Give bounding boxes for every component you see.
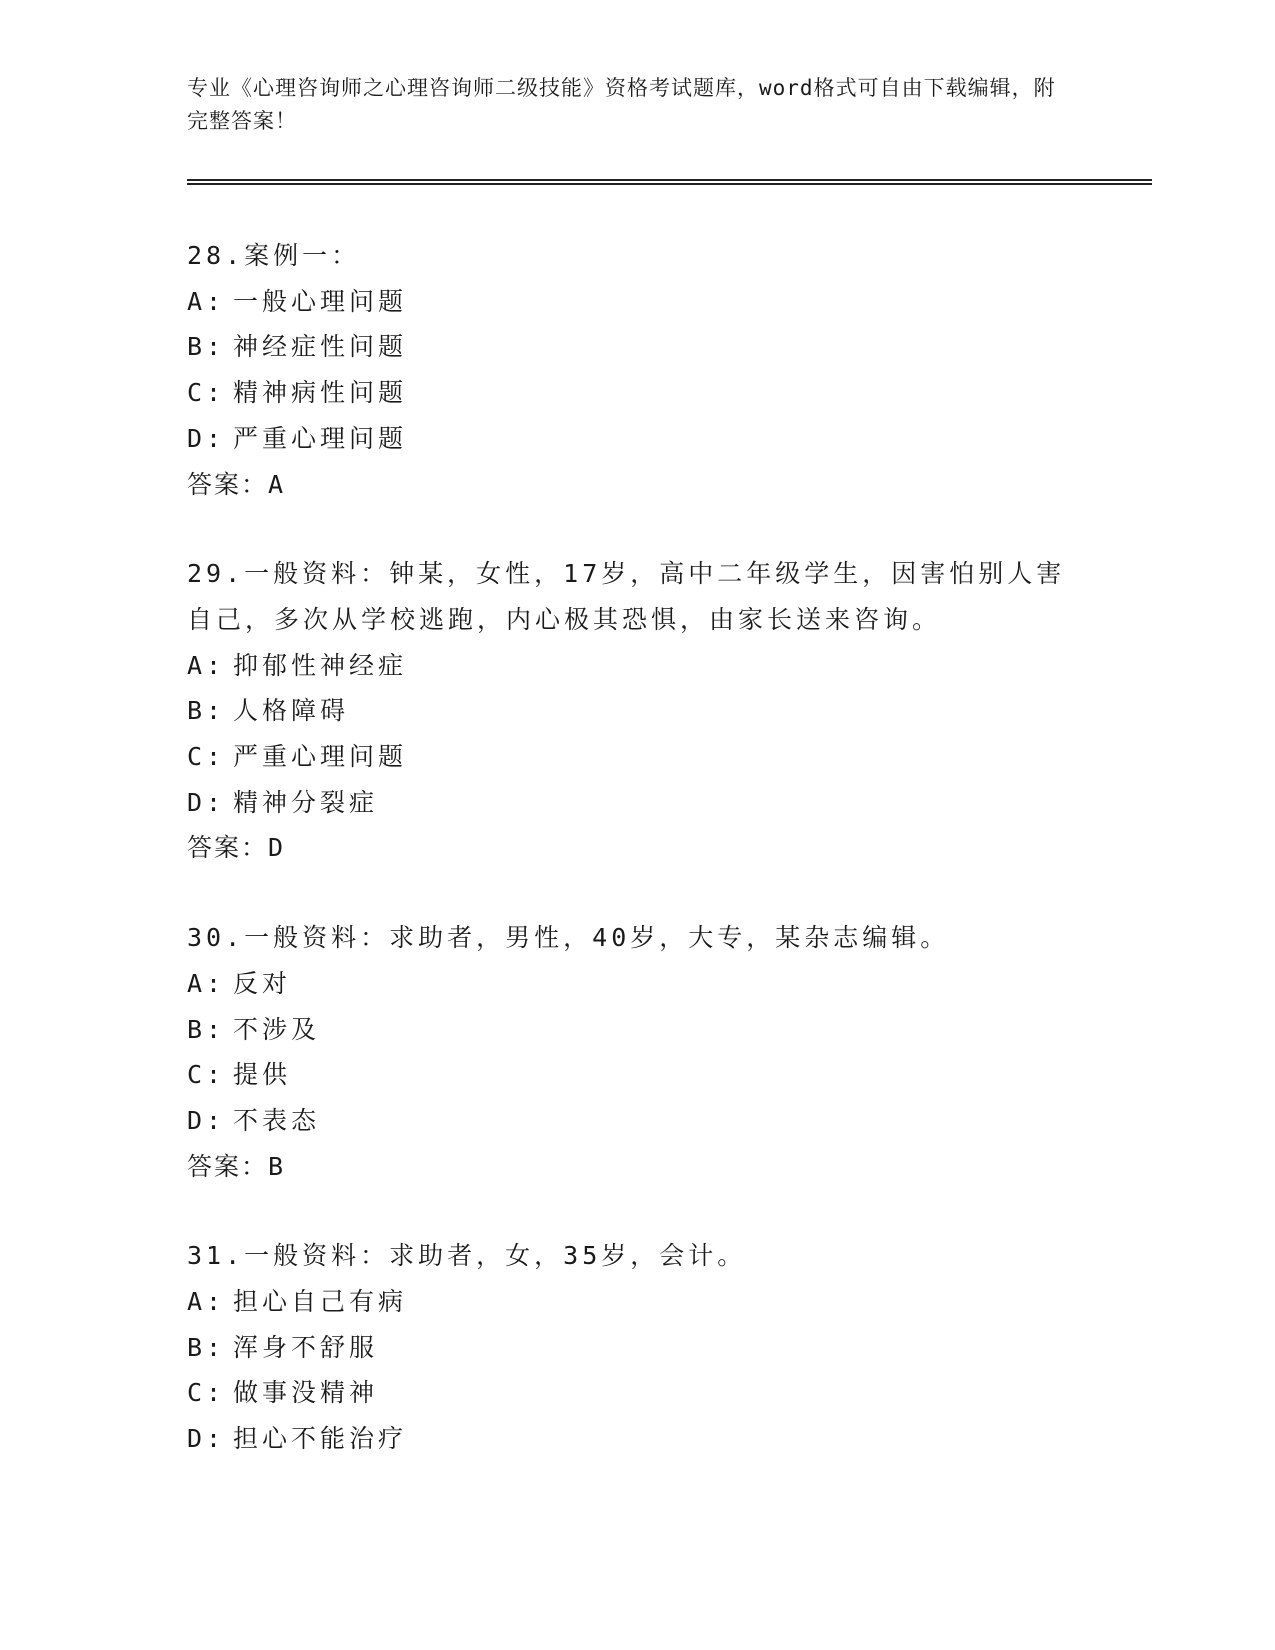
- option-text: 严重心理问题: [233, 742, 408, 772]
- option-key: A:: [187, 1287, 226, 1317]
- option-a: [187, 279, 1087, 325]
- option-c: [187, 1370, 1087, 1416]
- option-text: 做事没精神: [233, 1378, 379, 1408]
- answer-line: 答案：A: [187, 469, 286, 499]
- option-text: 反对: [233, 968, 292, 998]
- option-text: 严重心理问题: [233, 423, 408, 453]
- option-d: [187, 416, 1087, 462]
- option-key: C:: [187, 378, 226, 408]
- option-key: B:: [187, 332, 226, 362]
- question-stem: 30.一般资料：求助者，男性，40岁，大专，某杂志编辑。: [187, 923, 950, 953]
- option-text: 提供: [233, 1060, 292, 1090]
- option-b: [187, 324, 1087, 370]
- option-key: B:: [187, 1014, 226, 1044]
- option-key: D:: [187, 1424, 226, 1454]
- option-d: [187, 1098, 1087, 1144]
- option-d: [187, 1416, 1087, 1462]
- option-b: [187, 1007, 1087, 1053]
- option-text: 精神病性问题: [233, 378, 408, 408]
- header-rule-top: [187, 179, 1152, 181]
- header-rule-bottom: [187, 183, 1152, 185]
- answer-line: 答案：B: [187, 1151, 286, 1181]
- option-c: [187, 734, 1087, 780]
- question-30: [187, 915, 1087, 1189]
- option-key: D:: [187, 423, 226, 453]
- question-stem: 28.案例一：: [187, 241, 361, 270]
- option-text: 担心不能治疗: [233, 1424, 408, 1454]
- answer-line: 答案：D: [187, 833, 286, 863]
- question-stem: 29.一般资料：钟某，女性，17岁，高中二年级学生，因害怕别人害自己，多次从学校逃跑，内心极其恐惧，由家长送来咨询。: [187, 559, 1066, 634]
- option-key: A:: [187, 650, 226, 680]
- option-text: 不涉及: [233, 1014, 321, 1044]
- option-key: C:: [187, 1060, 226, 1090]
- question-28: [187, 233, 1087, 507]
- option-text: 不表态: [233, 1105, 321, 1135]
- option-text: 浑身不舒服: [233, 1332, 379, 1362]
- option-b: [187, 1325, 1087, 1371]
- option-key: D:: [187, 1105, 226, 1135]
- option-key: A:: [187, 968, 226, 998]
- option-text: 神经症性问题: [233, 332, 408, 362]
- option-key: A:: [187, 286, 226, 316]
- document-header: 专业《心理咨询师之心理咨询师二级技能》资格考试题库，word格式可自由下载编辑，附完整答案！: [187, 76, 1056, 133]
- option-key: C:: [187, 1378, 226, 1408]
- option-c: [187, 370, 1087, 416]
- question-stem: 31.一般资料：求助者，女，35岁，会计。: [187, 1241, 747, 1271]
- option-a: [187, 643, 1087, 689]
- question-31: [187, 1233, 1087, 1462]
- option-text: 人格障碍: [233, 696, 350, 726]
- option-text: 精神分裂症: [233, 787, 379, 817]
- option-key: C:: [187, 742, 226, 772]
- option-b: [187, 688, 1087, 734]
- option-key: B:: [187, 1332, 226, 1362]
- option-d: [187, 780, 1087, 826]
- option-a: [187, 1279, 1087, 1325]
- option-text: 一般心理问题: [233, 286, 408, 316]
- option-text: 担心自己有病: [233, 1287, 408, 1317]
- option-key: B:: [187, 696, 226, 726]
- option-c: [187, 1052, 1087, 1098]
- question-29: [187, 551, 1087, 871]
- option-key: D:: [187, 787, 226, 817]
- question-list: [187, 233, 1087, 1506]
- option-a: [187, 961, 1087, 1007]
- option-text: 抑郁性神经症: [233, 650, 408, 680]
